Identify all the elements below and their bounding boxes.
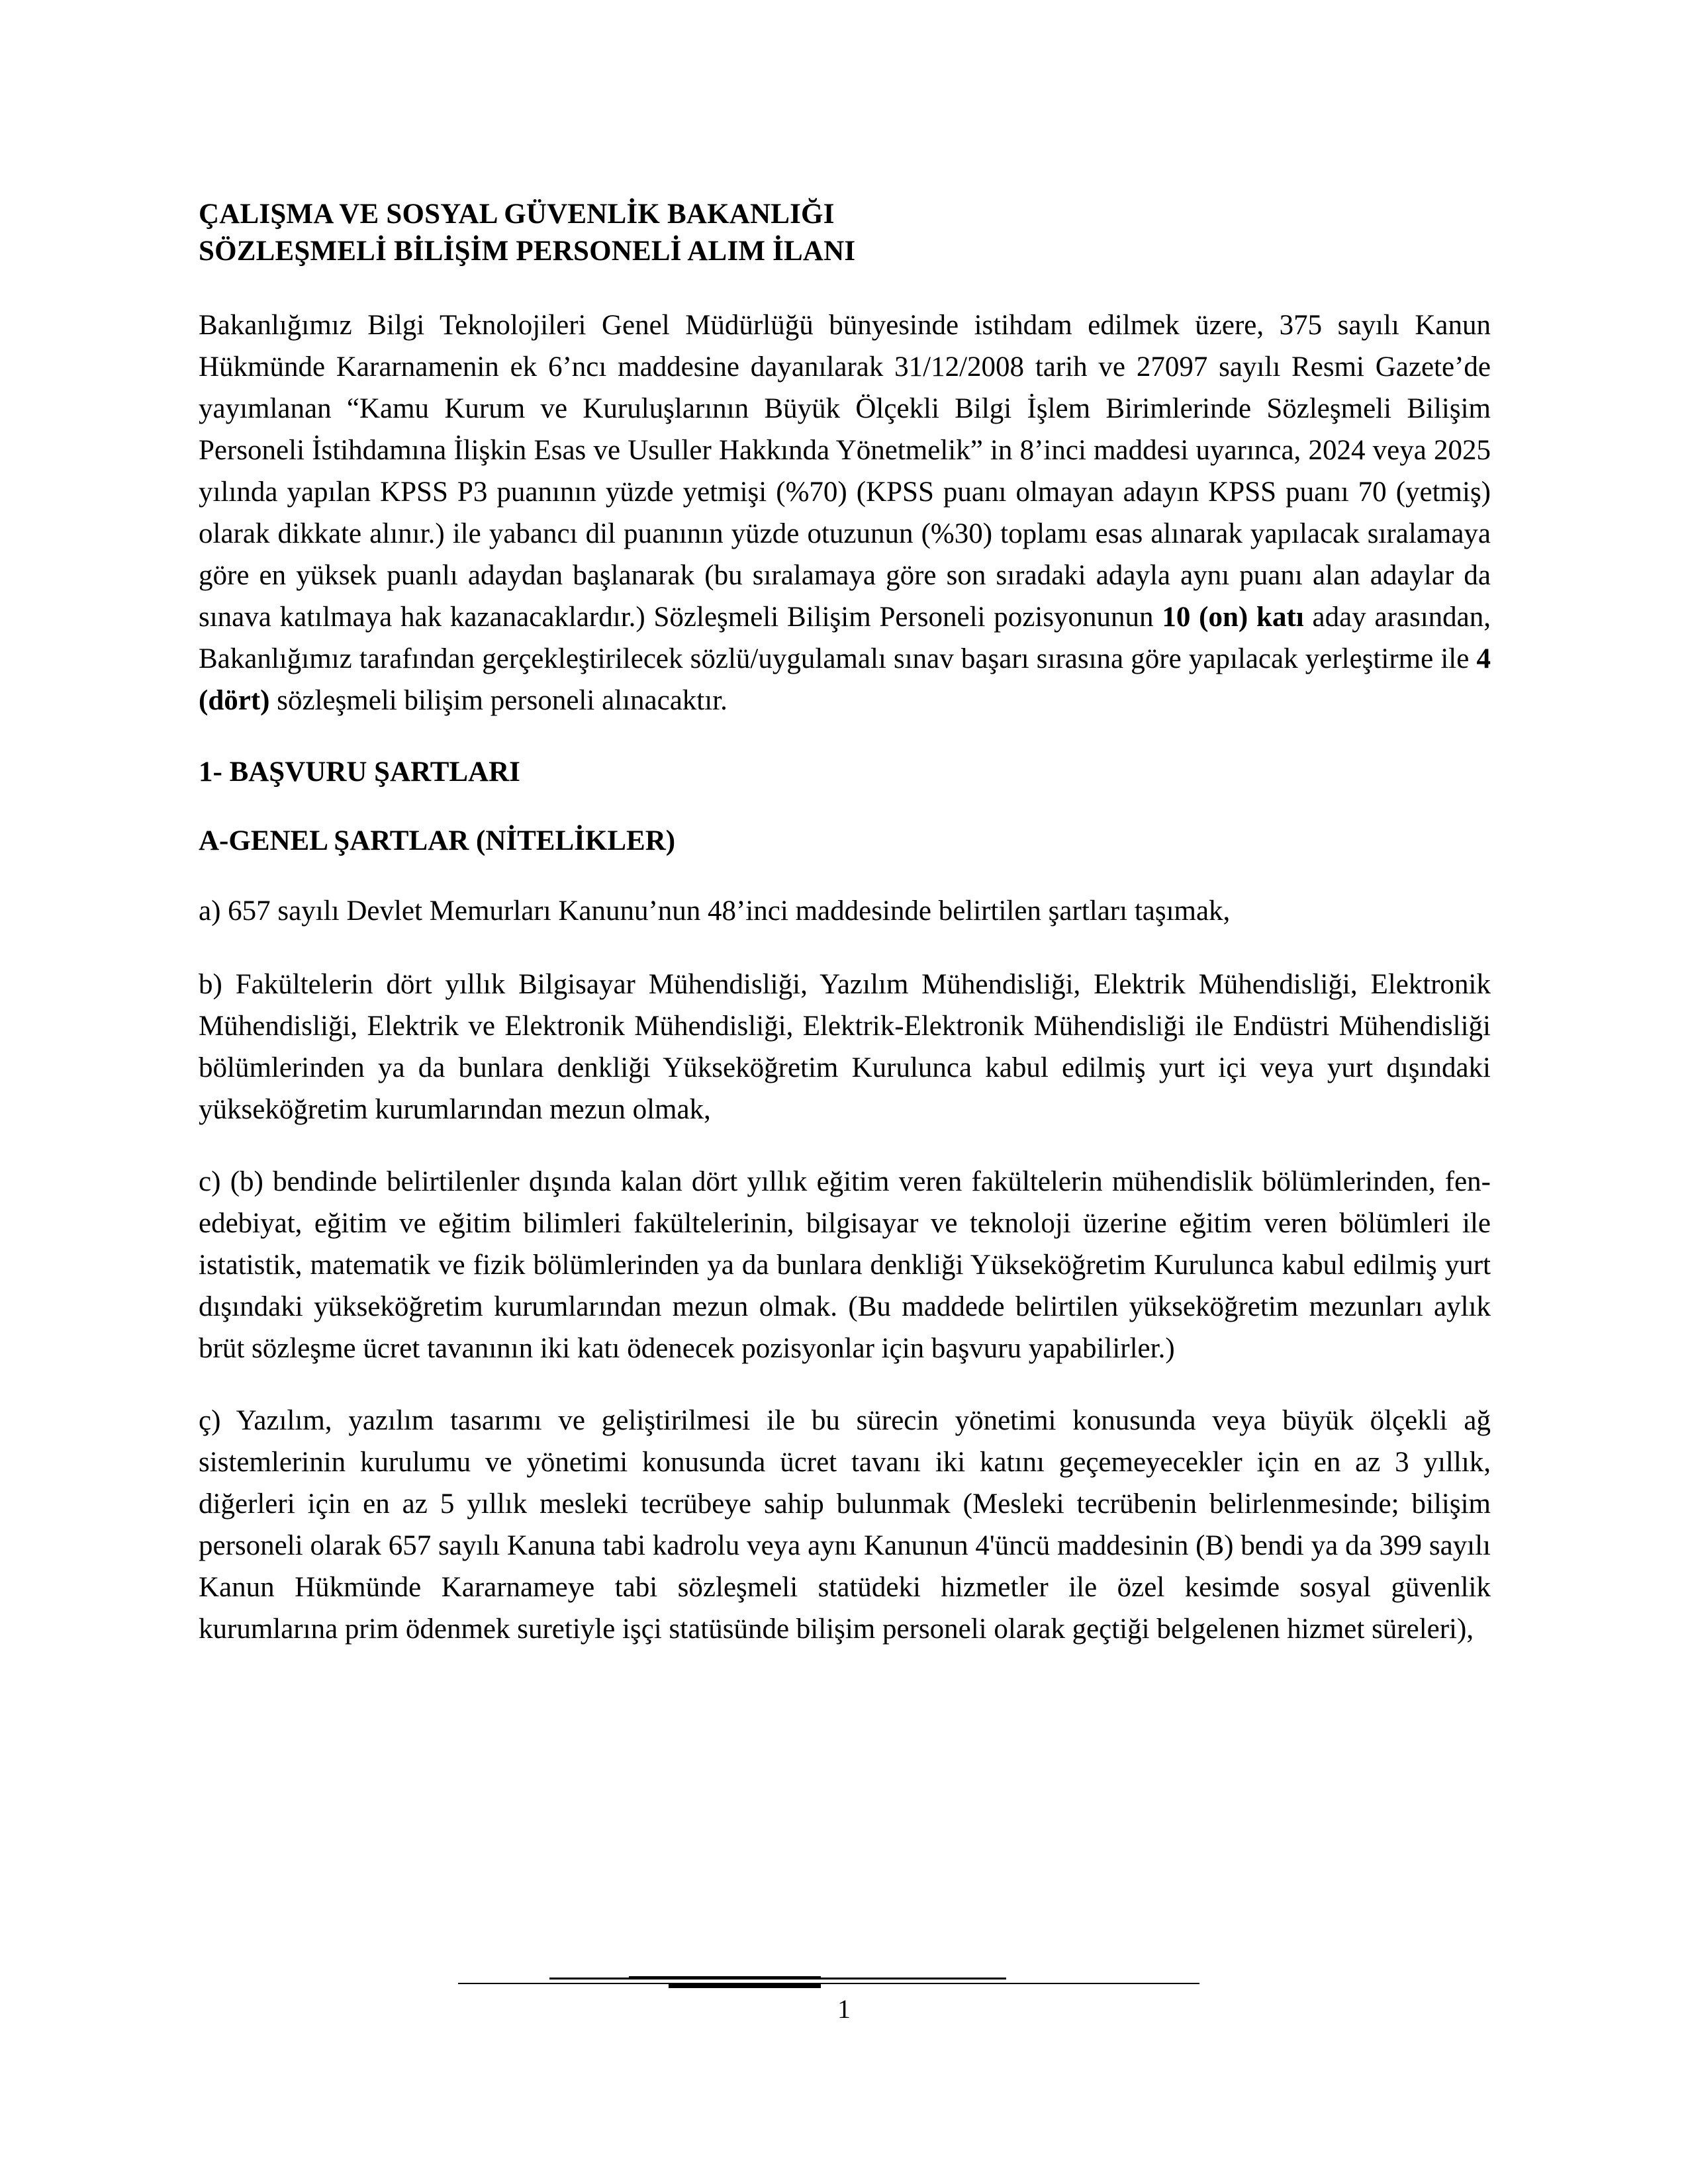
- page-number: 1: [837, 1994, 851, 2024]
- intro-bold-multiplier: 10 (on) katı: [1162, 601, 1304, 633]
- spacer: [199, 933, 1491, 964]
- item-b-paragraph: b) Fakültelerin dört yıllık Bilgisayar Mühendisliği, Yazılım Mühendisliği, Elektrik Mühendisliği, Elektronik Mühendisliği, Elektrik ve Elektronik Mühendisliği, Elektrik-Elektronik Mühendisliği ile Endüstri Mühendisliği bölümlerinden ya da bunlara denkliği Yükseköğretim Kurulunca kabul edilmiş yurt içi veya yurt dışındaki yükseköğretim kurumlarından mezun olmak,: [199, 969, 1491, 1126]
- intro-paragraph: [199, 305, 1491, 722]
- page-title: [199, 196, 1491, 270]
- section-heading-basvuru-sartlari: 1- BAŞVURU ŞARTLARI: [199, 756, 520, 788]
- intro-bold-count: 4 (dört): [199, 643, 1491, 716]
- footer-divider: [458, 1983, 1199, 1984]
- section-heading-genel-sartlar: A-GENEL ŞARTLAR (NİTELİKLER): [199, 825, 676, 856]
- item-c-paragraph: c) (b) bendinde belirtilenler dışında kalan dört yıllık eğitim veren fakültelerin mühendislik bölümlerinden, fen-edebiyat, eğitim ve eğitim bilimleri fakültelerinin, bilgisayar ve teknoloji üzerine eğitim veren bölümleri ile istatistik, matematik ve fizik bölümlerinden ya da bunlara denkliği Yükseköğretim Kurulunca kabul edilmiş yurt dışındaki yükseköğretim kurumlarından mezun olmak. (Bu maddede belirtilen yükseköğretim mezunları aylık brüt sözleşme ücret tavanının iki katı ödenecek pozisyonlar için başvuru yapabilirler.): [199, 1166, 1491, 1365]
- page-title-line-1: ÇALIŞMA VE SOSYAL GÜVENLİK BAKANLIĞI: [199, 199, 835, 230]
- spacer: [199, 270, 1491, 305]
- spacer: [199, 791, 1491, 823]
- footer-divider-accent-2: [629, 1976, 821, 1979]
- spacer: [199, 722, 1491, 754]
- intro-part-1: Bakanlığımız Bilgi Teknolojileri Genel Müdürlüğü bünyesinde istihdam edilmek üzere, 375 sayılı Kanun Hükmünde Kararnamenin ek 6’ncı maddesine dayanılarak 31/12/2008 tarih ve 27097 sayılı Resmi Gazete’de yayımlanan “Kamu Kurum ve Kuruluşlarının Büyük Ölçekli Bilgi İşlem Birimlerinde Sözleşmeli Bilişim Personeli İstihdamına İlişkin Esas ve Usuller Hakkında Yönetmelik” in 8’inci maddesi uyarınca, 2024 veya 2025 yılında yapılan KPSS P3 puanının yüzde yetmişi (%70) (KPSS puanı olmayan adayın KPSS puanı 70 (yetmiş) olarak dikkate alınır.) ile yabancı dil puanının yüzde otuzunun (%30) toplamı esas alınarak yapılacak sıralamaya göre en yüksek puanlı adaydan başlanarak (bu sıralamaya göre son sıradaki adayla aynı puanı alan adaylar da sınava katılmaya hak kazanacaklardır.) Sözleşmeli Bilişim Personeli pozisyonunun: [199, 309, 1491, 633]
- spacer: [199, 1370, 1491, 1400]
- intro-part-3: sözleşmeli bilişim personeli alınacaktır.: [269, 684, 727, 716]
- footer-divider-accent-3: [669, 1984, 821, 1988]
- item-a-paragraph: a) 657 sayılı Devlet Memurları Kanunu’nun 48’inci maddesinde belirtilen şartları taşımak,: [199, 895, 1231, 927]
- spacer: [199, 859, 1491, 891]
- spacer: [199, 1131, 1491, 1161]
- item-c-cedilla-paragraph: ç) Yazılım, yazılım tasarımı ve geliştirilmesi ile bu sürecin yönetimi konusunda veya büyük ölçekli ağ sistemlerinin kurulumu ve yönetimi konusunda ücret tavanı iki katını geçemeyecekler için en az 3 yıllık, diğerleri için en az 5 yıllık mesleki tecrübeye sahip bulunmak (Mesleki tecrübenin belirlenmesinde; bilişim personeli olarak 657 sayılı Kanuna tabi kadrolu veya aynı Kanunun 4'üncü maddesinin (B) bendi ya da 399 sayılı Kanun Hükmünde Kararnameye tabi sözleşmeli statüdeki hizmetler ile özel kesimde sosyal güvenlik kurumlarına prim ödenmek suretiyle işçi statüsünde bilişim personeli olarak geçtiği belgelenen hizmet süreleri),: [199, 1405, 1491, 1645]
- intro-part-2: aday arasından, Bakanlığımız tarafından gerçekleştirilecek sözlü/uygulamalı sınav başarı sırasına göre yapılacak yerleştirme ile: [199, 601, 1491, 674]
- document-content: [199, 196, 1491, 1651]
- page-title-line-2: SÖZLEŞMELİ BİLİŞİM PERSONELİ ALIM İLANI: [199, 235, 856, 267]
